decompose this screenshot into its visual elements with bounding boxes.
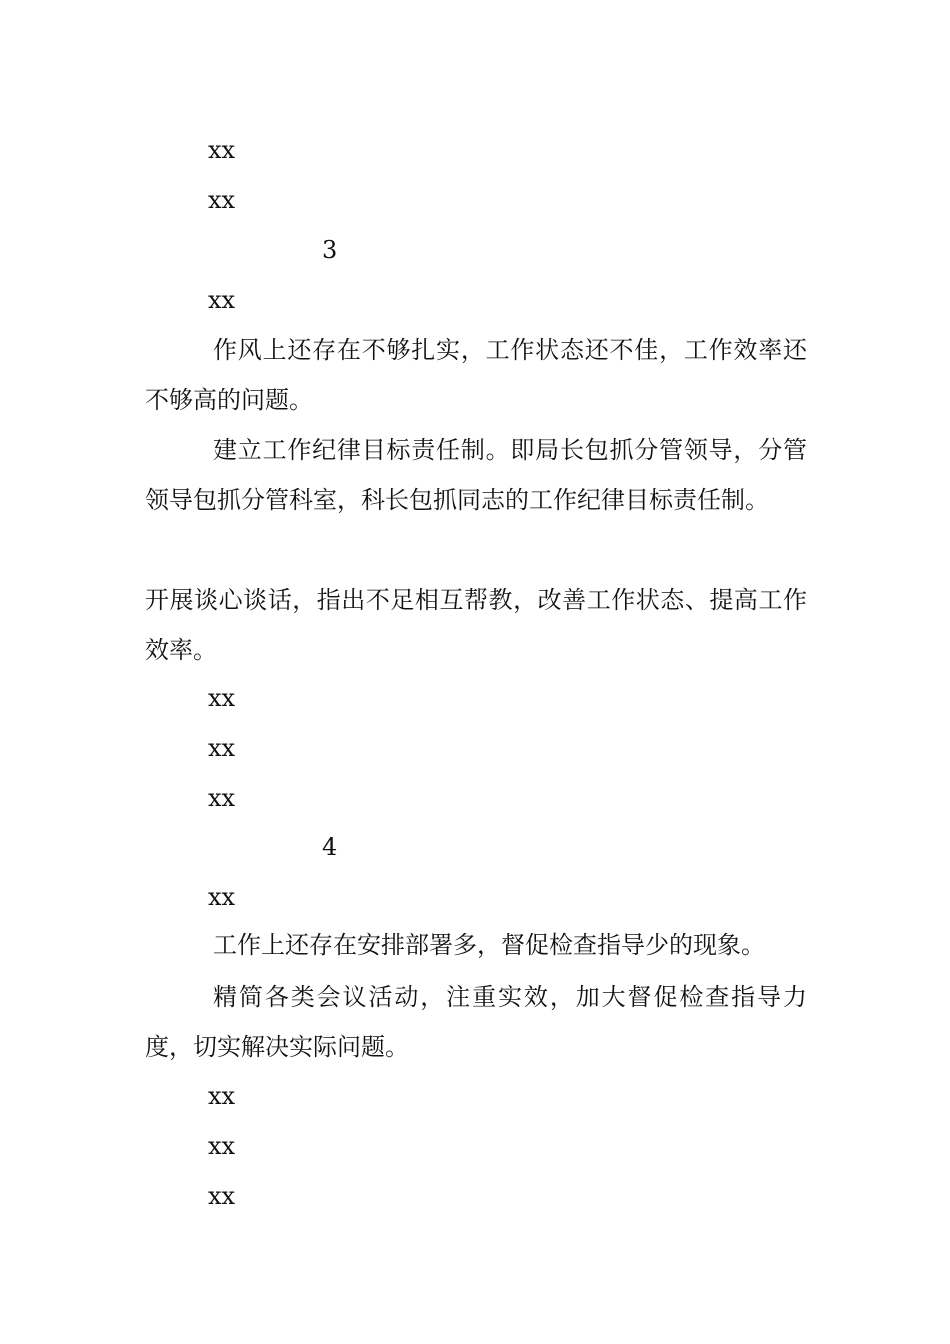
paragraph-problem: 工作上还存在安排部署多，督促检查指导少的现象。 — [213, 931, 765, 959]
paragraph-measure: 建立工作纪律目标责任制。即局长包抓分管领导，分管领导包抓分管科室，科长包抓同志的工作纪律目标责任制。 — [145, 436, 807, 514]
paragraph-measure: 开展谈心谈话，指出不足相互帮教，改善工作状态、提高工作效率。 — [145, 586, 807, 664]
placeholder-xx: xx — [208, 684, 236, 712]
paragraph-measure: 精简各类会议活动，注重实效，加大督促检查指导力度，切实解决实际问题。 — [145, 983, 807, 1061]
placeholder-xx: xx — [208, 883, 236, 911]
placeholder-xx: xx — [208, 186, 236, 214]
paragraph-problem: 作风上还存在不够扎实，工作状态还不佳，工作效率还不够高的问题。 — [145, 336, 807, 414]
placeholder-xx: xx — [208, 734, 236, 762]
section-number: 4 — [322, 833, 338, 861]
placeholder-xx: xx — [208, 784, 236, 812]
placeholder-xx: xx — [208, 1182, 236, 1210]
placeholder-xx: xx — [208, 136, 236, 164]
section-number: 3 — [322, 236, 338, 264]
placeholder-xx: xx — [208, 286, 236, 314]
placeholder-xx: xx — [208, 1082, 236, 1110]
placeholder-xx: xx — [208, 1132, 236, 1160]
